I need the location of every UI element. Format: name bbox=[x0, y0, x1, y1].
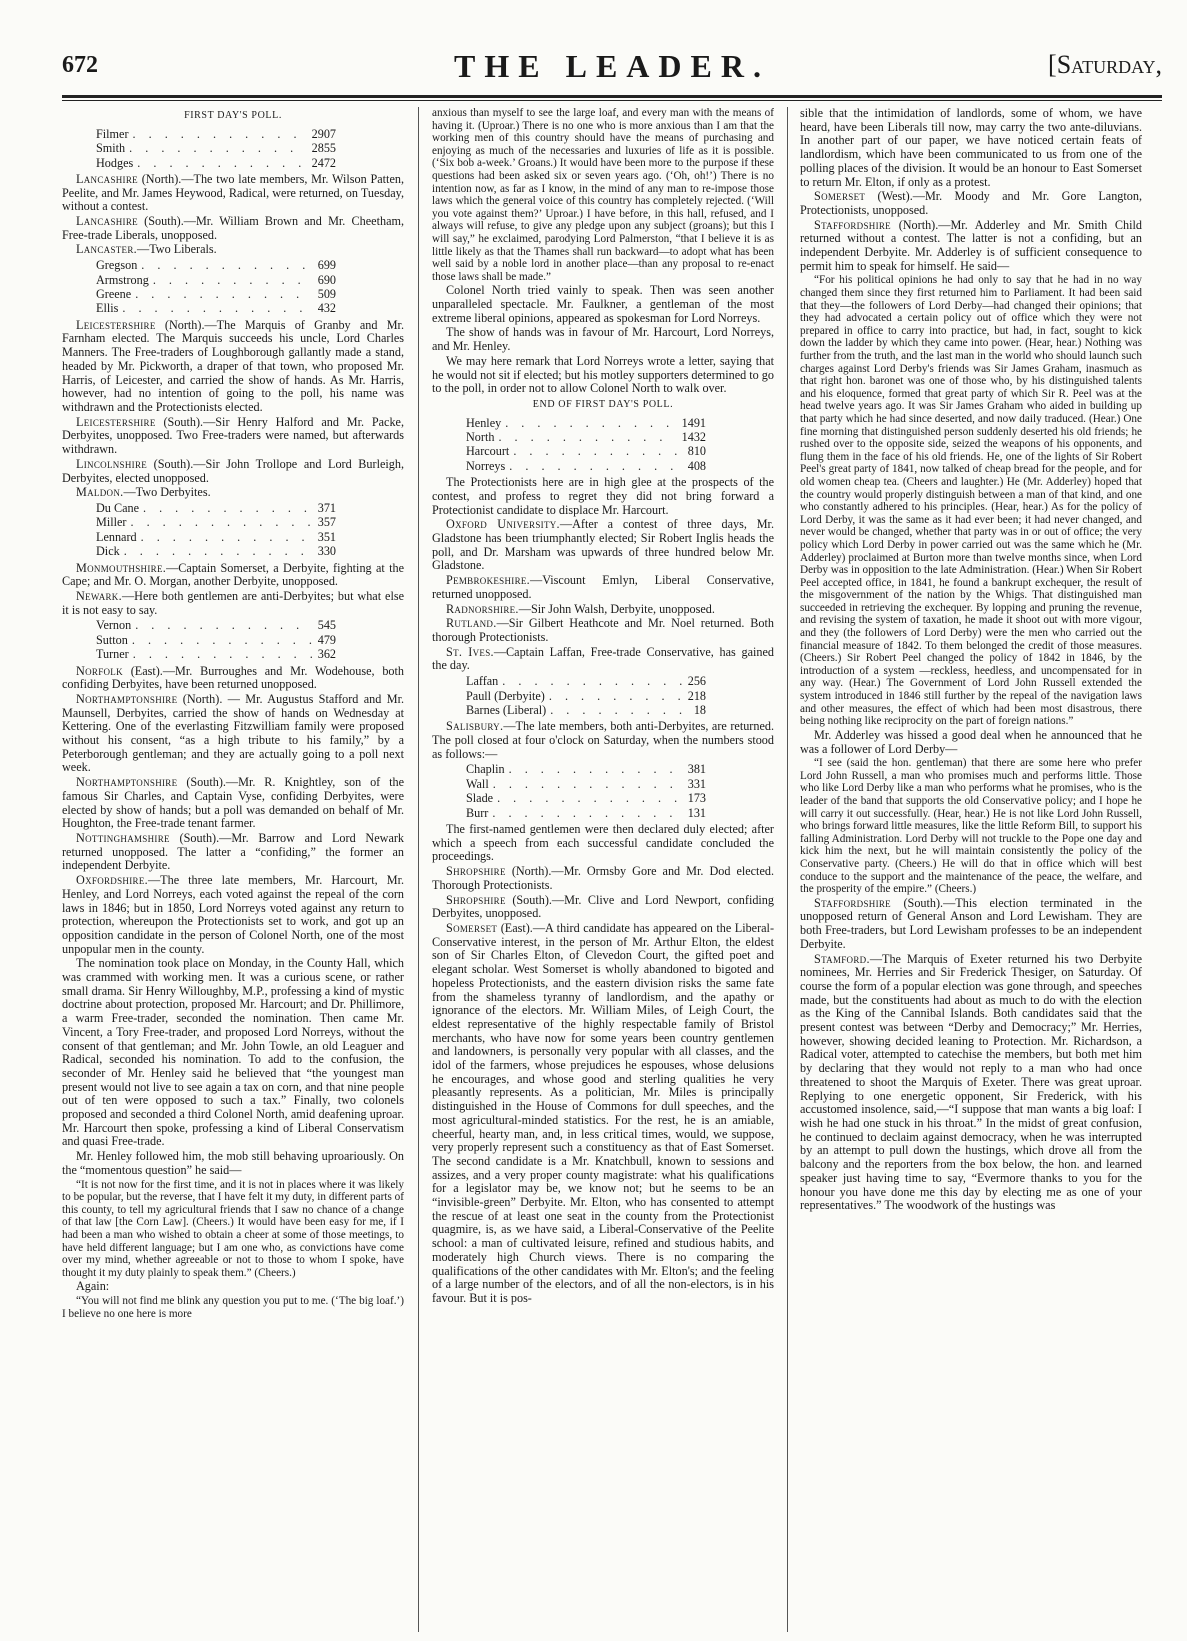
leader-dots bbox=[501, 416, 675, 430]
leader-dots bbox=[129, 647, 312, 661]
paragraph: The first-named gentlemen were then declared duly elected; after which a speech from each successful candidate concluded the proceedings. bbox=[432, 822, 774, 864]
vote-count: 173 bbox=[687, 791, 706, 806]
candidate-name: Harcourt bbox=[466, 444, 510, 459]
place-label: Salisbury. bbox=[446, 719, 504, 734]
header-rule-thick bbox=[62, 95, 1162, 98]
candidate-name: Slade bbox=[466, 791, 494, 806]
poll-row bbox=[96, 515, 336, 529]
candidate-name: Lennard bbox=[96, 529, 137, 544]
leader-dots bbox=[126, 515, 311, 529]
candidate-name: Turner bbox=[96, 647, 129, 662]
candidate-name: Wall bbox=[466, 776, 489, 791]
candidate-name: Greene bbox=[96, 286, 132, 301]
paragraph-text: (East).—Mr. Burroughes and Mr. Wodehouse, both confiding Derbyites, have been returned unopposed. bbox=[62, 663, 404, 692]
paragraph-text: (North).—The Marquis of Granby and Mr. Farnham elected. The Marquis succeeds his uncle, Lord Charles Manners. The Free-traders of Loughborough gallantly made a stand, headed by Mr. Pickworth, a draper of that town, who proposed Mr. Harris, of Leicester, and carried the show of hands. As Mr. Harris, however, had no intention of going to the poll, his name was withdrawn and the Protectionists elected. bbox=[62, 317, 404, 414]
place-label: Staffordshire bbox=[814, 895, 891, 910]
candidate-name: Burr bbox=[466, 805, 489, 820]
place-label: Lancaster. bbox=[76, 242, 137, 257]
quotation: “It is not now for the first time, and it is not in places where it was likely to be popular, but the reverse, that I have felt it my duty, in different parts of this county, to tell my agricultural friends that I saw no chance of a change of that law [the Corn Law]. (Cheers.) It would have been easy for me, if I had been a man who wished to obtain a cheer at some of those meetings, to have held different language; but I am one who, as convictions have come over my mind, whether agreeable or not to those to whom I spoke, have thought it my duty plainly to speak them.” (Cheers.) bbox=[62, 1178, 404, 1279]
poll-table bbox=[62, 618, 404, 661]
candidate-name: Miller bbox=[96, 515, 127, 530]
vote-count: 479 bbox=[317, 632, 336, 647]
leader-dots bbox=[545, 689, 682, 703]
masthead bbox=[62, 48, 1162, 94]
candidate-name: Ellis bbox=[96, 301, 119, 316]
leader-dots bbox=[489, 777, 682, 791]
paragraph-text: (South).—Sir Henry Halford and Mr. Packe, Derbyites, unopposed. Two Free-traders were named, but afterwards withdrawn. bbox=[62, 414, 404, 457]
candidate-name: Vernon bbox=[96, 618, 132, 633]
paragraph: The nomination took place on Monday, in the County Hall, which was crammed with working men. It was a curious scene, or rather small drama. Sir Henry Willoughby, M.P., professing a kind of mystic doctrine about protection, proposed Mr. Harcourt; and Dr. Phillimore, a warm Free-trader, seconded the nomination. Then came Mr. Vincent, a Tory Free-trader, and proposed Lord Norreys, without the consent of that gentleman; and Mr. John Towle, an old Leaguer and Radical, seconded his nomination. To add to the confusion, the seconder of Mr. Henley said he believed that “the youngest man present would not live to see again a tax on corn, and that nine people out of ten were opposed to such a tax.” Finally, two colonels proposed and seconded a third Colonel North, amid deafening uproar. Mr. Harcourt then spoke, professing a kind of Liberal Conservatism and quasi Free-trade. bbox=[62, 956, 404, 1149]
vote-count: 331 bbox=[687, 776, 706, 791]
poll-row bbox=[96, 301, 336, 315]
candidate-name: Henley bbox=[466, 415, 502, 430]
place-label: Monmouthshire. bbox=[76, 560, 167, 575]
poll-row bbox=[466, 459, 706, 473]
candidate-name: Armstrong bbox=[96, 272, 149, 287]
vote-count: 351 bbox=[317, 529, 336, 544]
paragraph bbox=[800, 219, 1142, 274]
vote-count: 1491 bbox=[681, 415, 706, 430]
vote-count: 18 bbox=[693, 702, 706, 717]
poll-row bbox=[96, 127, 336, 141]
poll-row bbox=[466, 674, 706, 688]
place-label: Leicestershire bbox=[76, 317, 156, 332]
paragraph-text: —The Marquis of Exeter returned his two Derbyite nominees, Mr. Herries and Sir Frederick Thesiger, on Saturday. Of course the form of a popular election was gone through, and speeches made, but the constituents had about as much to do with the election as the King of the Cannibal Islands. Both candidates said that the present contest was between “Derby and Democracy;” Mr. Herries, however, showing decided leaning to Protection. Mr. Richardson, a Radical voter, attempted to catechise the members, but both met him by declaring that they would not reply to a man who had once threatened to shoot the Marquis of Exeter. There was great uproar. Replying to one energetic opponent, Sir Frederick, with his accustomed insolence, said,—“I suppose that man wants a big loaf: I wish he had one stuck in his throat.” In the midst of great confusion, he continued to declaim against democracy, when he was interrupted by an attempt to pull down the hustings, which drove all from the balcony and the reporters from the box below, the hon. and learned speaker just having time to say, “Evermore thanks to you for the honour you have done me this day by electing me as one of your representatives.” The woodwork of the hustings was bbox=[800, 951, 1142, 1213]
vote-count: 408 bbox=[687, 458, 706, 473]
leader-dots bbox=[137, 258, 311, 272]
place-label: Oxford University. bbox=[446, 517, 560, 532]
place-label: Northamptonshire bbox=[76, 775, 178, 790]
quotation: anxious than myself to see the large loaf, and every man with the means of having it. (Uproar.) There is no one who is more anxious than I am that the working men of this country should have the means of purchasing and enjoying as much of the necessaries and luxuries of life as it is possible. (‘Six bob a-week.’ Groans.) It would have been more to the purpose if these questions had been asked six or seven years ago. (‘Oh, oh!’) There is no intention now, as far as I know, in the mind of any man to re-impose those laws which the general voice of this country has completely rejected. (‘Will you vote against them?’ Uproar.) I have before, in this hall, refused, and I always will refuse, to give any pledge upon any subject (groans); but this I will say,” he exclaimed, parodying Lord Palmerston, “that I believe it is as little likely as that the Thames shall run backward—to adopt what has been well said by a noble lord in another place—than any proposal to re-enact those laws shall be made.” bbox=[432, 107, 774, 283]
paper-title: THE LEADER. bbox=[454, 48, 770, 84]
poll-row bbox=[466, 806, 706, 820]
paragraph bbox=[432, 646, 774, 673]
paragraph bbox=[62, 776, 404, 831]
poll-table bbox=[62, 127, 404, 170]
paragraph bbox=[62, 665, 404, 692]
vote-count: 1432 bbox=[681, 430, 706, 445]
vote-count: 371 bbox=[317, 500, 336, 515]
section-heading: FIRST DAY'S POLL. bbox=[184, 110, 282, 121]
paragraph-text: (South).—This election terminated in the unopposed return of General Anson and Lord Lewisham. They are both Free-traders, but Lord Lewisham professes to be an independent Derbyite. bbox=[800, 895, 1142, 951]
place-label: Newark. bbox=[76, 588, 122, 603]
paragraph-text: (North). — Mr. Augustus Stafford and Mr. Maunsell, Derbyites, carried the show of hands on Wednesday at Kettering. One of the everlasting Fitzwilliam family were proposed without his consent, “as a high tribute to his family,” by a Peterborough gentleman; and they are actually going to a poll next week. bbox=[62, 691, 404, 775]
paragraph bbox=[62, 243, 404, 257]
place-label: Nottinghamshire bbox=[76, 831, 170, 845]
candidate-name: North bbox=[466, 430, 495, 445]
leader-dots bbox=[120, 544, 312, 558]
poll-row bbox=[96, 141, 336, 155]
paragraph-text: (South).—Mr. Clive and Lord Newport, confiding Derbyites, unopposed. bbox=[432, 892, 774, 921]
poll-row bbox=[466, 791, 706, 805]
paragraph bbox=[62, 416, 404, 457]
leader-dots bbox=[131, 618, 312, 632]
place-label: Pembrokeshire. bbox=[446, 573, 531, 588]
leader-dots bbox=[505, 459, 681, 473]
leader-dots bbox=[118, 301, 311, 315]
header-rule-thin bbox=[62, 100, 1162, 101]
quotation: “For his political opinions he had only to say that he had in no way changed them since they first returned him to Parliament. It had been said that they—the followers of Lord Derby—had changed their opinions; that they had advocated a certain policy out of office which they were not prepared in office to carry into practice, but had, in fact, sought to kick down the ladder by which they came into power. (Hear, hear.) Nothing was further from the truth, and the last man in the world who should launch such charges against Lord Derby's friends was Sir James Graham, inasmuch as that right hon. baronet was one of those who, by his distinguished talents and his eloquence, formed that great party of which Sir R. Peel was at the head twelve years ago. It was Sir James Graham who aided in building up that party which he had since deserted, and now daily traduced. (Hear.) One fine morning that distinguished person suddenly deserted his old friends; he rushed over to the opposite side, seized the weapons of his opponents, and flung them in the face of his old friends. He, one of the lights of Sir Robert Peel's great party of 1841, now talked of cheap bread for the people, and for old women cheap tea. (Cheers and laughter.) He (Mr. Adderley) hoped that the country would properly distinguish between a man of that kind, and one who constantly adhered to his principles. (Hear, hear.) As for the policy of Lord Derby, it was the same as it had ever been; it had never changed, and never would be changed, whether that party was in or out of office; the very policy which Lord Derby in power carried out was the same which he (Mr. Adderley) proclaimed at Burton more than twelve months since, when Lord Derby was in opposition to the late Administration. (Hear.) When Sir Robert Peel accepted office, in 1841, he found a bankrupt exchequer, the result of the misgovernment of the nation by the Whigs. That distinguished man succeeded in retrieving the exchequer. By lopping and pruning the revenue, and revising the system of taxation, he made it shoot out with more vigour, and they (the followers of Lord Derby) were the men who carried out the financial measure of 1842. To them belonged the credit of those measures. (Cheers.) Sir Robert Peel changed the policy of 1842 in 1846, by the introduction of a system —reckless, heedless, and uncompensated for in any way. (Hear.) The Government of Lord John Russell extended the system introduced in 1846 still further by the repeal of the navigation laws and other measures, the effect of which had been most disastrous, there being nothing like reciprocity on the part of foreign nations.” bbox=[800, 274, 1142, 728]
place-label: Leicestershire bbox=[76, 414, 156, 429]
paragraph bbox=[432, 865, 774, 892]
paragraph bbox=[432, 603, 774, 617]
paragraph-text: (North).—The two late members, Mr. Wilson Patten, Peelite, and Mr. James Heywood, Radical, were returned, on Tuesday, without a contest. bbox=[62, 171, 404, 214]
place-label: Shropshire bbox=[446, 864, 506, 879]
candidate-name: Paull (Derbyite) bbox=[466, 688, 545, 703]
leader-dots bbox=[139, 501, 312, 515]
poll-row bbox=[96, 530, 336, 544]
leader-dots bbox=[546, 703, 688, 717]
vote-count: 509 bbox=[317, 286, 336, 301]
candidate-name: Laffan bbox=[466, 674, 499, 689]
paragraph-text: —The late members, both anti-Derbyites, are returned. The poll closed at four o'clock on Saturday, when the numbers stood as follows:— bbox=[432, 719, 774, 761]
paragraph: Mr. Adderley was hissed a good deal when he announced that he was a follower of Lord Derby— bbox=[800, 727, 1142, 756]
column-divider bbox=[418, 107, 419, 1632]
leader-dots bbox=[493, 791, 682, 805]
paragraph bbox=[800, 953, 1142, 1213]
leader-dots bbox=[509, 444, 681, 458]
vote-count: 131 bbox=[687, 805, 706, 820]
leader-dots bbox=[137, 530, 312, 544]
paragraph bbox=[62, 215, 404, 242]
poll-row bbox=[96, 618, 336, 632]
place-label: Radnorshire. bbox=[446, 601, 519, 616]
paragraph bbox=[432, 894, 774, 921]
paragraph bbox=[62, 832, 404, 873]
paragraph: Mr. Henley followed him, the mob still behaving uproariously. On the “momentous question” he said— bbox=[62, 1149, 404, 1177]
candidate-name: Filmer bbox=[96, 126, 129, 141]
paragraph-text: —Here both gentlemen are anti-Derbyites; but what else it is not easy to say. bbox=[62, 588, 404, 617]
paragraph-text: —Sir John Walsh, Derbyite, unopposed. bbox=[518, 601, 715, 616]
paragraph bbox=[62, 693, 404, 775]
vote-count: 432 bbox=[317, 301, 336, 316]
column-2 bbox=[432, 107, 774, 1632]
place-label: Norfolk bbox=[76, 663, 123, 678]
paragraph-text: (South).—Mr. R. Knightley, son of the famous Sir Charles, and Captain Vyse, confiding Derbyites, were elected by show of hands; but a poll was demanded on behalf of Mr. Houghton, the Free-trade tenant farmer. bbox=[62, 775, 404, 831]
paragraph-text: —Two Liberals. bbox=[137, 242, 217, 257]
vote-count: 2855 bbox=[311, 141, 336, 156]
paragraph-text: —Two Derbyites. bbox=[123, 485, 211, 500]
place-label: Maldon. bbox=[76, 485, 124, 500]
poll-row bbox=[466, 703, 706, 717]
paragraph bbox=[432, 574, 774, 601]
leader-dots bbox=[133, 156, 305, 170]
poll-row bbox=[96, 287, 336, 301]
place-label: Stamford. bbox=[814, 951, 870, 966]
paragraph-text: —Sir Gilbert Heathcote and Mr. Noel returned. Both thorough Protectionists. bbox=[432, 616, 774, 644]
poll-row bbox=[96, 273, 336, 287]
place-label: Staffordshire bbox=[814, 217, 891, 232]
poll-table bbox=[432, 762, 774, 820]
poll-row bbox=[96, 258, 336, 272]
paragraph-text: —Captain Somerset, a Derbyite, fighting at the Cape; and Mr. O. Morgan, another Derbyite, unopposed. bbox=[62, 560, 404, 589]
paragraph bbox=[62, 173, 404, 214]
vote-count: 699 bbox=[317, 258, 336, 273]
paragraph bbox=[62, 486, 404, 500]
column-divider bbox=[787, 107, 788, 1632]
paragraph bbox=[800, 190, 1142, 217]
place-label: Somerset bbox=[446, 920, 498, 935]
leader-dots bbox=[494, 430, 675, 444]
vote-count: 690 bbox=[317, 272, 336, 287]
poll-row bbox=[466, 430, 706, 444]
issue-day: [Saturday, bbox=[1048, 50, 1162, 79]
paragraph bbox=[432, 617, 774, 644]
paragraph: Again: bbox=[76, 1279, 110, 1294]
paragraph-text: —Viscount Emlyn, Liberal Conservative, returned unopposed. bbox=[432, 573, 774, 601]
paragraph bbox=[432, 922, 774, 1306]
paragraph: We may here remark that Lord Norreys wrote a letter, saying that he would not sit if elected; but his motley supporters determined to go to the poll, in order not to allow Colonel North to walk over. bbox=[432, 353, 774, 396]
poll-table bbox=[432, 416, 774, 474]
leader-dots bbox=[125, 141, 306, 155]
poll-row bbox=[96, 501, 336, 515]
leader-dots bbox=[149, 273, 312, 287]
leader-dots bbox=[131, 287, 312, 301]
candidate-name: Norreys bbox=[466, 458, 506, 473]
vote-count: 810 bbox=[687, 444, 706, 459]
poll-row bbox=[466, 444, 706, 458]
poll-row bbox=[466, 416, 706, 430]
paragraph-text: (East).—A third candidate has appeared on the Liberal-Conservative interest, in the person of Mr. Arthur Elton, the eldest son of Sir Charles Elton, of Clevedon Court, the gifted poet and elegant scholar. West Somerset is wholly abandoned to bigoted and hopeless Protectionists, and the eastern division risks the same fate from the shameless tyranny of landlordism, and the apathy or ignorance of the electors. Mr. William Miles, of Leigh Court, the eldest representative of the highly respectable family of Bristol merchants, who have now for some years been country gentlemen and landowners, is personally very popular with all classes, and the idol of the farmers, whose prejudices he espouses, whose delusions he encourages, and whose good and sterling qualities he very pleasantly represents. As a politician, Mr. Miles is principally distinguished in the House of Commons for dull speeches, and the most agricultural-minded statistics. For the rest, he is an amiable, cheerful, hearty man, and, in less critical times, would, we suppose, very properly represent such a constituency as that of East Somerset. The second candidate is a Mr. Knatchbull, known to sessions and assizes, and a very proper county magistrate: what his qualifications for a legislator may be, we know not; but he seems to be an “invisible-green” Derbyite. Mr. Elton, who has consented to attempt the rescue of at least one seat in the county from the Protectionist quagmire, is, as we have said, a Liberal-Conservative of the Peelite school: a man of cultivated leisure, refined and studious habits, and moderately high Church views. There is no comparing the qualifications of the other candidates with Mr. Elton's; and the feeling of a large number of the electors, and of all the non-electors, is in his favour. But it is pos- bbox=[432, 920, 774, 1305]
quotation: “You will not find me blink any question you put to me. (‘The big loaf.’) I believe no one here is more bbox=[62, 1295, 404, 1320]
column-3 bbox=[800, 107, 1142, 1632]
poll-row bbox=[466, 689, 706, 703]
place-label: Lincolnshire bbox=[76, 456, 148, 471]
candidate-name: Chaplin bbox=[466, 762, 505, 777]
paragraph: sible that the intimidation of landlords, some of whom, we have heard, have been Liberals till now, may carry the two ante-diluvians. In another part of our paper, we have noticed certain feats of landlordism, which have been communicated to us from one of the polling places of the division. It would be an honour to East Somerset to return Mr. Elton, if only as a protest. bbox=[800, 107, 1142, 189]
vote-count: 256 bbox=[687, 674, 706, 689]
paragraph-text: (North).—Mr. Adderley and Mr. Smith Child returned without a contest. The latter is not a confiding, but an independent Derbyite. Mr. Adderley is of sufficient consequence to permit him to speak for himself. He said— bbox=[800, 217, 1142, 273]
poll-table bbox=[62, 501, 404, 559]
paragraph bbox=[62, 590, 404, 617]
place-label: Rutland. bbox=[446, 616, 497, 631]
paragraph bbox=[62, 458, 404, 485]
leader-dots bbox=[505, 762, 682, 776]
candidate-name: Barnes (Liberal) bbox=[466, 702, 547, 717]
paragraph bbox=[432, 518, 774, 573]
candidate-name: Dick bbox=[96, 544, 120, 559]
candidate-name: Gregson bbox=[96, 258, 138, 273]
paragraph: The Protectionists here are in high glee at the prospects of the contest, and profess to regret they did not bring forward a Protectionist candidate to displace Mr. Harcourt. bbox=[432, 475, 774, 517]
place-label: Somerset bbox=[814, 189, 866, 204]
paragraph bbox=[62, 319, 404, 415]
place-label: Lancashire bbox=[76, 171, 138, 186]
poll-row bbox=[466, 777, 706, 791]
column-1 bbox=[62, 107, 404, 1632]
vote-count: 218 bbox=[687, 688, 706, 703]
poll-table bbox=[432, 674, 774, 717]
candidate-name: Hodges bbox=[96, 155, 134, 170]
place-label: Shropshire bbox=[446, 892, 506, 907]
paragraph: The show of hands was in favour of Mr. Harcourt, Lord Norreys, and Mr. Henley. bbox=[432, 325, 774, 354]
paragraph bbox=[800, 897, 1142, 952]
poll-row bbox=[466, 762, 706, 776]
place-label: St. Ives. bbox=[446, 644, 494, 659]
candidate-name: Smith bbox=[96, 141, 126, 156]
vote-count: 2907 bbox=[311, 126, 336, 141]
vote-count: 357 bbox=[317, 515, 336, 530]
poll-table bbox=[62, 258, 404, 316]
place-label: Lancashire bbox=[76, 214, 138, 229]
vote-count: 381 bbox=[687, 762, 706, 777]
vote-count: 2472 bbox=[311, 155, 336, 170]
poll-row bbox=[96, 633, 336, 647]
vote-count: 330 bbox=[317, 544, 336, 559]
candidate-name: Sutton bbox=[96, 632, 128, 647]
place-label: Northamptonshire bbox=[76, 691, 178, 706]
paragraph bbox=[62, 562, 404, 589]
leader-dots bbox=[488, 806, 681, 820]
paragraph-text: (South).—Mr. William Brown and Mr. Cheetham, Free-trade Liberals, unopposed. bbox=[62, 214, 404, 242]
candidate-name: Du Cane bbox=[96, 500, 139, 515]
poll-row bbox=[96, 156, 336, 170]
vote-count: 362 bbox=[317, 647, 336, 662]
paragraph bbox=[432, 720, 774, 761]
vote-count: 545 bbox=[317, 618, 336, 633]
section-heading: END OF FIRST DAY'S POLL. bbox=[532, 398, 674, 410]
place-label: Oxfordshire. bbox=[76, 873, 148, 888]
page-number: 672 bbox=[62, 52, 98, 78]
leader-dots bbox=[498, 674, 681, 688]
poll-row bbox=[96, 544, 336, 558]
paragraph: Colonel North tried vainly to speak. Then was seen another unparalleled spectacle. Mr. Faulkner, a gentleman of the most extreme liberal opinions, appeared as spokesman for Lord Norreys. bbox=[432, 283, 774, 325]
leader-dots bbox=[128, 633, 312, 647]
paragraph-text: —The three late members, Mr. Harcourt, Mr. Henley, and Lord Norreys, each voted against the repeal of the corn laws in 1846; but in 1850, Lord Norreys voted against any return to protection, whereupon the Protectionists set to work, and got up an opposition candidate in the person of Colonel North, one of the most unpopular men in the county. bbox=[62, 873, 404, 956]
paragraph bbox=[62, 874, 404, 956]
quotation: “I see (said the hon. gentleman) that there are some here who prefer Lord John Russell, a man who promises much and performs little. Those who like Lord Derby like a man who performs what he promises, who is the leader of the band that supports the old Conservative policy; and I hope he will carry it out successfully. (Hear, hear.) He is not like Lord John Russell, who brings forward little measures, like the little Reform Bill, to support his falling Administration. Lord Derby will not truckle to the Pope one day and kick him the next, but he will maintain consistently the policy of the Conservative party. (Cheers.) He will do that in office which will best conduce to the support and the maintenance of the peace, the welfare, and the prosperity of the empire.” (Cheers.) bbox=[800, 757, 1142, 896]
paragraph-text: (West).—Mr. Moody and Mr. Gore Langton, Protectionists, unopposed. bbox=[800, 189, 1142, 217]
leader-dots bbox=[129, 127, 306, 141]
poll-row bbox=[96, 647, 336, 661]
paragraph-text: (South).—Sir John Trollope and Lord Burleigh, Derbyites, elected unopposed. bbox=[62, 456, 404, 485]
paragraph-text: —After a contest of three days, Mr. Gladstone has been triumphantly elected; Sir Robert Inglis heads the poll, and Dr. Marsham was upwards of three hundred below Mr. Gladstone. bbox=[432, 517, 774, 573]
paragraph-text: (South).—Mr. Barrow and Lord Newark returned unopposed. The latter a “confiding,” the former an independent Derbyite. bbox=[62, 831, 404, 873]
paragraph-text: —Captain Laffan, Free-trade Conservative, has gained the day. bbox=[432, 644, 774, 673]
paragraph-text: (North).—Mr. Ormsby Gore and Mr. Dod elected. Thorough Protectionists. bbox=[432, 864, 774, 892]
